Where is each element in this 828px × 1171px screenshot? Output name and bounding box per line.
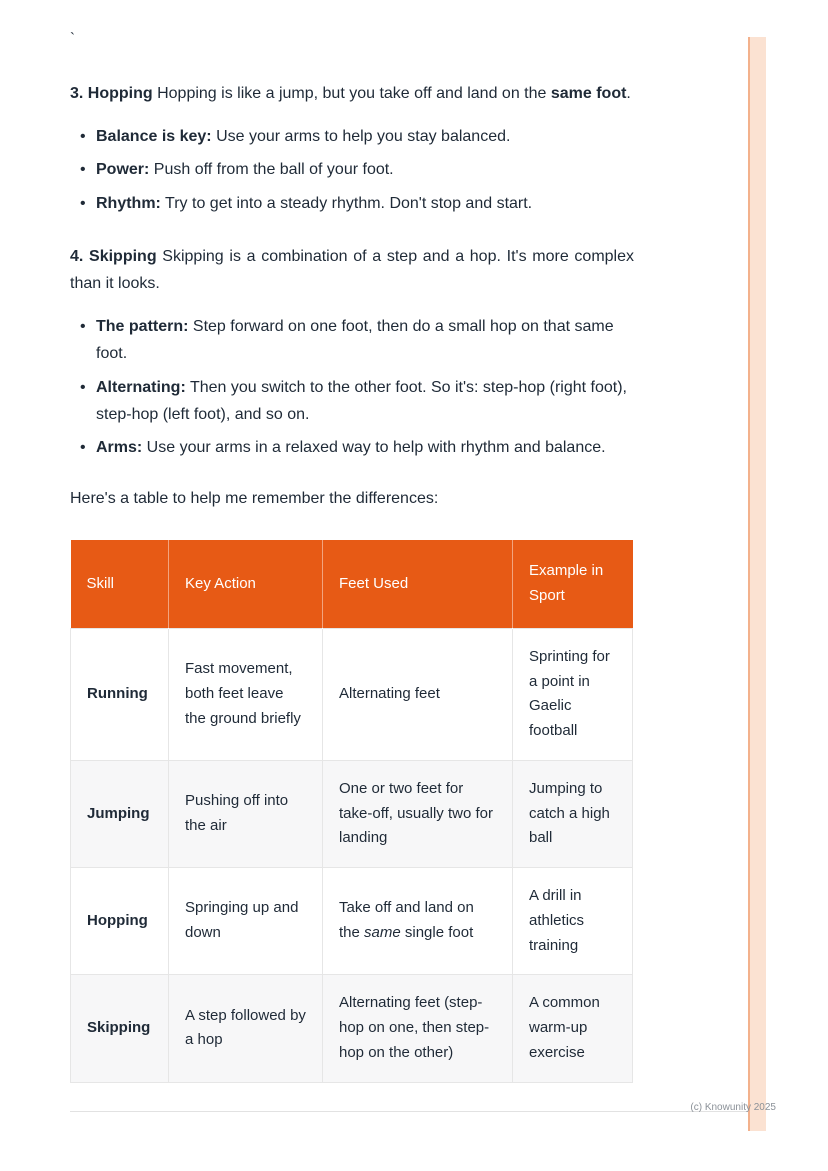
- table-intro-text: Here's a table to help me remember the differences:: [70, 490, 439, 508]
- cell-skill: Running: [71, 628, 169, 760]
- section-3-heading-paragraph: [70, 80, 634, 107]
- page-edge-strip: [748, 37, 766, 1131]
- bullet-text: Step forward on one foot, then do a small hop on that same foot.: [96, 318, 614, 363]
- table-row: [71, 975, 633, 1082]
- cell-feet-used: Alternating feet (step-hop on one, then step-hop on the other): [323, 975, 513, 1082]
- document-content: [70, 30, 634, 1112]
- table-row: [71, 628, 633, 760]
- list-item: [96, 434, 634, 461]
- section-4-title: 4. Skipping: [70, 247, 157, 265]
- cell-feet-used: [323, 868, 513, 975]
- cell-example: A common warm-up exercise: [513, 975, 633, 1082]
- skills-comparison-table: [70, 540, 633, 1082]
- cell-key-action: Fast movement, both feet leave the ground briefly: [169, 628, 323, 760]
- table-header-key-action: Key Action: [169, 540, 323, 628]
- cell-skill: Skipping: [71, 975, 169, 1082]
- bullet-label: Arms:: [96, 438, 143, 456]
- table-header-example: Example in Sport: [513, 540, 633, 628]
- cell-skill: Jumping: [71, 760, 169, 867]
- bullet-text: Then you switch to the other foot. So it's: step-hop (right foot), step-hop (left foot), and so on.: [96, 378, 627, 423]
- feet-used-post: single foot: [400, 924, 474, 942]
- section-3-lead-end: .: [626, 85, 631, 102]
- table-header-row: [71, 540, 633, 628]
- section-4-lead: Skipping is a combination of a step and a hop. It's more complex than it looks.: [70, 247, 635, 292]
- list-item: [96, 156, 634, 183]
- table-header-skill: Skill: [71, 540, 169, 628]
- cell-key-action: Pushing off into the air: [169, 760, 323, 867]
- bullet-text: Use your arms to help you stay balanced.: [211, 128, 511, 146]
- cell-example: Sprinting for a point in Gaelic football: [513, 628, 633, 760]
- bullet-text: Try to get into a steady rhythm. Don't stop and start.: [160, 194, 533, 212]
- list-item: [96, 190, 634, 217]
- section-3-bullet-list: [70, 123, 634, 217]
- feet-used-italic: same: [364, 924, 401, 942]
- cell-key-action: Springing up and down: [169, 868, 323, 975]
- cell-key-action: A step followed by a hop: [169, 975, 323, 1082]
- cell-feet-used: One or two feet for take-off, usually two for landing: [323, 760, 513, 867]
- stray-backtick: `: [70, 30, 75, 47]
- bullet-text: Use your arms in a relaxed way to help with rhythm and balance.: [142, 438, 606, 456]
- bottom-divider: [70, 1111, 756, 1112]
- section-4-bullet-list: [70, 313, 634, 461]
- section-3-title: 3. Hopping: [70, 85, 153, 102]
- list-item: [96, 374, 634, 428]
- feet-used-pre: Take off and land on the: [339, 899, 474, 942]
- section-4-heading-paragraph: [70, 243, 634, 297]
- cell-example: Jumping to catch a high ball: [513, 760, 633, 867]
- bullet-text: Push off from the ball of your foot.: [149, 161, 394, 179]
- bullet-label: Power:: [96, 161, 150, 179]
- bullet-label: Rhythm:: [96, 194, 161, 212]
- table-row: [71, 760, 633, 867]
- list-item: [96, 313, 634, 367]
- list-item: [96, 123, 634, 150]
- footer-credit: (c) Knowunity 2025: [690, 1102, 776, 1113]
- section-3-lead: Hopping is like a jump, but you take off and land on the: [152, 85, 551, 102]
- cell-example: A drill in athletics training: [513, 868, 633, 975]
- cell-skill: Hopping: [71, 868, 169, 975]
- bullet-label: The pattern:: [96, 318, 189, 336]
- bullet-label: Alternating:: [96, 378, 186, 396]
- bullet-label: Balance is key:: [96, 128, 212, 146]
- section-3-bold-phrase: same foot: [550, 85, 627, 102]
- table-row: [71, 868, 633, 975]
- cell-feet-used: Alternating feet: [323, 628, 513, 760]
- table-header-feet-used: Feet Used: [323, 540, 513, 628]
